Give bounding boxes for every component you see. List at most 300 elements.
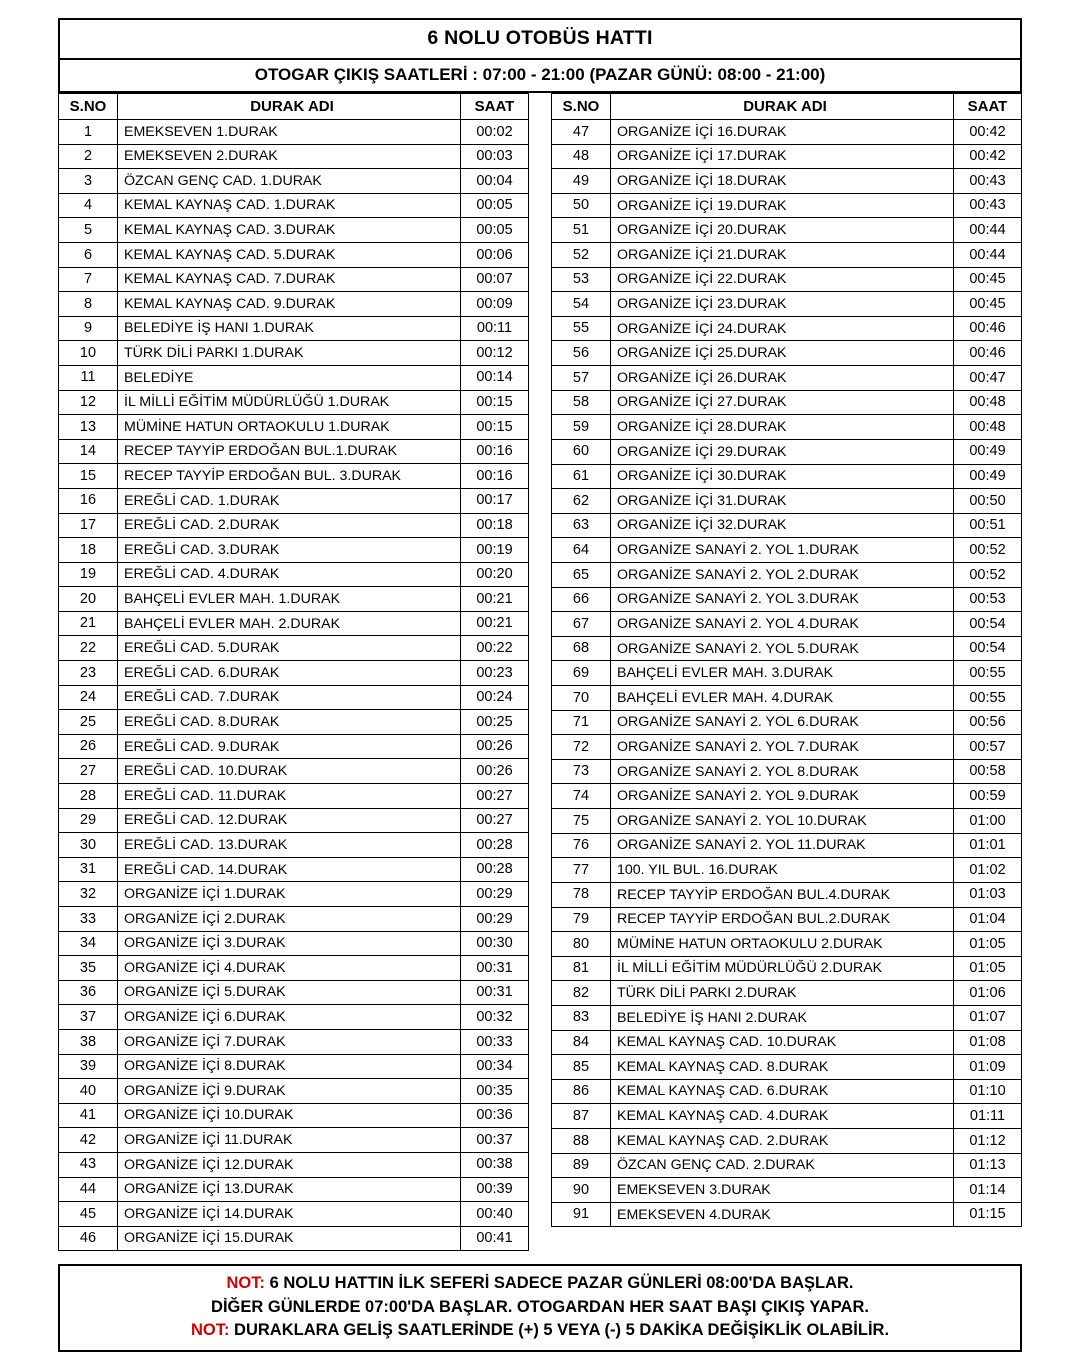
note-text: DİĞER GÜNLERDE 07:00'DA BAŞLAR. OTOGARDAN HER SAAT BAŞI ÇIKIŞ YAPAR.: [211, 1297, 869, 1316]
table-row: [59, 710, 529, 735]
cell-stop-name: ORGANİZE SANAYİ 2. YOL 7.DURAK: [611, 735, 954, 760]
cell-stop-name: ORGANİZE İÇİ 2.DURAK: [118, 907, 461, 932]
cell-stop-no: 12: [59, 390, 118, 415]
cell-stop-no: 3: [59, 169, 118, 194]
cell-stop-time: 00:18: [461, 513, 529, 538]
cell-stop-no: 29: [59, 808, 118, 833]
cell-stop-time: 00:29: [461, 907, 529, 932]
cell-stop-time: 01:07: [954, 1005, 1022, 1030]
cell-stop-name: ORGANİZE İÇİ 4.DURAK: [118, 956, 461, 981]
table-row: [552, 809, 1022, 834]
note-text: 6 NOLU HATTIN İLK SEFERİ SADECE PAZAR GÜNLERİ 08:00'DA BAŞLAR.: [265, 1274, 854, 1293]
cell-stop-no: 2: [59, 144, 118, 169]
note-text: DURAKLARA GELİŞ SAATLERİNDE (+) 5 VEYA (-) 5 DAKİKA DEĞİŞİKLİK OLABİLİR.: [229, 1321, 890, 1340]
cell-stop-name: ORGANİZE İÇİ 25.DURAK: [611, 341, 954, 366]
cell-stop-no: 38: [59, 1029, 118, 1054]
table-row: [59, 390, 529, 415]
table-row: [59, 611, 529, 636]
cell-stop-time: 00:07: [461, 267, 529, 292]
table-row: [552, 784, 1022, 809]
cell-stop-no: 54: [552, 292, 611, 317]
cell-stop-no: 7: [59, 267, 118, 292]
cell-stop-no: 89: [552, 1153, 611, 1178]
cell-stop-no: 13: [59, 415, 118, 440]
cell-stop-no: 76: [552, 833, 611, 858]
cell-stop-no: 72: [552, 735, 611, 760]
cell-stop-time: 01:08: [954, 1030, 1022, 1055]
table-row: [59, 218, 529, 243]
cell-stop-no: 45: [59, 1202, 118, 1227]
cell-stop-name: RECEP TAYYİP ERDOĞAN BUL.2.DURAK: [611, 907, 954, 932]
cell-stop-name: KEMAL KAYNAŞ CAD. 7.DURAK: [118, 267, 461, 292]
cell-stop-name: KEMAL KAYNAŞ CAD. 9.DURAK: [118, 292, 461, 317]
cell-stop-name: ORGANİZE SANAYİ 2. YOL 3.DURAK: [611, 587, 954, 612]
cell-stop-name: EREĞLİ CAD. 14.DURAK: [118, 857, 461, 882]
cell-stop-no: 17: [59, 513, 118, 538]
cell-stop-time: 01:15: [954, 1202, 1022, 1227]
cell-stop-no: 88: [552, 1128, 611, 1153]
table-row: [552, 710, 1022, 735]
table-row: [59, 882, 529, 907]
cell-stop-name: EREĞLİ CAD. 5.DURAK: [118, 636, 461, 661]
cell-stop-name: ORGANİZE SANAYİ 2. YOL 4.DURAK: [611, 612, 954, 637]
table-row: [59, 1079, 529, 1104]
cell-stop-time: 00:37: [461, 1128, 529, 1153]
cell-stop-no: 4: [59, 193, 118, 218]
table-row: [59, 316, 529, 341]
cell-stop-time: 00:28: [461, 833, 529, 858]
cell-stop-no: 19: [59, 562, 118, 587]
table-row: [552, 218, 1022, 243]
cell-stop-time: 01:12: [954, 1128, 1022, 1153]
cell-stop-time: 00:02: [461, 120, 529, 145]
cell-stop-no: 1: [59, 120, 118, 145]
subtitle-row: [59, 59, 1021, 92]
cell-stop-no: 32: [59, 882, 118, 907]
cell-stop-time: 00:21: [461, 587, 529, 612]
cell-stop-time: 00:56: [954, 710, 1022, 735]
cell-stop-name: BELEDİYE İŞ HANI 1.DURAK: [118, 316, 461, 341]
cell-stop-time: 00:48: [954, 415, 1022, 440]
cell-stop-no: 11: [59, 365, 118, 390]
cell-stop-no: 33: [59, 907, 118, 932]
cell-stop-name: ORGANİZE İÇİ 5.DURAK: [118, 980, 461, 1005]
cell-stop-no: 14: [59, 439, 118, 464]
table-row: [552, 833, 1022, 858]
table-row: [59, 1128, 529, 1153]
table-row: [59, 956, 529, 981]
table-row: [59, 685, 529, 710]
cell-stop-name: ORGANİZE İÇİ 26.DURAK: [611, 366, 954, 391]
cell-stop-no: 77: [552, 858, 611, 883]
cell-stop-no: 48: [552, 144, 611, 169]
cell-stop-time: 01:11: [954, 1104, 1022, 1129]
table-row: [59, 931, 529, 956]
cell-stop-time: 01:14: [954, 1178, 1022, 1203]
cell-stop-time: 00:17: [461, 488, 529, 513]
cell-stop-time: 00:26: [461, 759, 529, 784]
table-row: [59, 538, 529, 563]
cell-stop-no: 71: [552, 710, 611, 735]
table-row: [59, 169, 529, 194]
cell-stop-name: KEMAL KAYNAŞ CAD. 3.DURAK: [118, 218, 461, 243]
cell-stop-name: MÜMİNE HATUN ORTAOKULU 2.DURAK: [611, 932, 954, 957]
cell-stop-no: 57: [552, 366, 611, 391]
cell-stop-name: ORGANİZE İÇİ 12.DURAK: [118, 1152, 461, 1177]
cell-stop-time: 00:40: [461, 1202, 529, 1227]
cell-stop-time: 00:20: [461, 562, 529, 587]
cell-stop-name: ORGANİZE SANAYİ 2. YOL 2.DURAK: [611, 562, 954, 587]
cell-stop-name: İL MİLLİ EĞİTİM MÜDÜRLÜĞÜ 1.DURAK: [118, 390, 461, 415]
table-header-row: [552, 94, 1022, 120]
table-row: [59, 144, 529, 169]
cell-stop-time: 00:03: [461, 144, 529, 169]
cell-stop-name: ORGANİZE SANAYİ 2. YOL 11.DURAK: [611, 833, 954, 858]
cell-stop-name: EMEKSEVEN 4.DURAK: [611, 1202, 954, 1227]
cell-stop-no: 42: [59, 1128, 118, 1153]
cell-stop-name: İL MİLLİ EĞİTİM MÜDÜRLÜĞÜ 2.DURAK: [611, 956, 954, 981]
cell-stop-name: KEMAL KAYNAŞ CAD. 5.DURAK: [118, 242, 461, 267]
cell-stop-no: 51: [552, 218, 611, 243]
cell-stop-no: 5: [59, 218, 118, 243]
stops-tables-container: [58, 93, 1022, 1251]
cell-stop-no: 68: [552, 636, 611, 661]
note-line: [60, 1319, 1020, 1342]
cell-stop-no: 81: [552, 956, 611, 981]
stops-table-right: [551, 93, 1022, 1251]
stops-table-left-head: [59, 94, 529, 120]
cell-stop-name: KEMAL KAYNAŞ CAD. 8.DURAK: [611, 1055, 954, 1080]
table-row: [59, 734, 529, 759]
cell-stop-name: EREĞLİ CAD. 8.DURAK: [118, 710, 461, 735]
cell-stop-name: EREĞLİ CAD. 1.DURAK: [118, 488, 461, 513]
cell-stop-time: 00:39: [461, 1177, 529, 1202]
cell-stop-no: 36: [59, 980, 118, 1005]
cell-stop-time: 00:41: [461, 1226, 529, 1251]
cell-stop-name: EREĞLİ CAD. 13.DURAK: [118, 833, 461, 858]
cell-stop-time: 00:15: [461, 415, 529, 440]
cell-stop-time: 00:57: [954, 735, 1022, 760]
table-row: [552, 735, 1022, 760]
cell-stop-no: 43: [59, 1152, 118, 1177]
table-row: [59, 1103, 529, 1128]
table-row: [59, 980, 529, 1005]
cell-stop-time: 00:43: [954, 169, 1022, 194]
table-row: [552, 464, 1022, 489]
cell-stop-no: 35: [59, 956, 118, 981]
table-row: [552, 341, 1022, 366]
table-row: [59, 587, 529, 612]
table-row: [552, 907, 1022, 932]
cell-stop-time: 01:05: [954, 932, 1022, 957]
cell-stop-time: 00:32: [461, 1005, 529, 1030]
cell-stop-time: 00:58: [954, 759, 1022, 784]
cell-stop-no: 28: [59, 784, 118, 809]
cell-stop-name: ORGANİZE İÇİ 28.DURAK: [611, 415, 954, 440]
cell-stop-no: 78: [552, 882, 611, 907]
cell-stop-time: 01:13: [954, 1153, 1022, 1178]
cell-stop-time: 00:28: [461, 857, 529, 882]
table-row: [59, 636, 529, 661]
cell-stop-no: 69: [552, 661, 611, 686]
cell-stop-time: 00:46: [954, 341, 1022, 366]
column-header-name: DURAK ADI: [611, 94, 954, 120]
table-row: [59, 661, 529, 686]
cell-stop-no: 55: [552, 316, 611, 341]
cell-stop-name: ORGANİZE İÇİ 13.DURAK: [118, 1177, 461, 1202]
table-row: [552, 1178, 1022, 1203]
cell-stop-name: EREĞLİ CAD. 10.DURAK: [118, 759, 461, 784]
cell-stop-no: 67: [552, 612, 611, 637]
cell-stop-no: 50: [552, 193, 611, 218]
table-row: [59, 439, 529, 464]
header-table: [58, 18, 1022, 93]
cell-stop-name: ORGANİZE İÇİ 27.DURAK: [611, 390, 954, 415]
cell-stop-name: ORGANİZE İÇİ 14.DURAK: [118, 1202, 461, 1227]
cell-stop-time: 00:29: [461, 882, 529, 907]
cell-stop-time: 00:26: [461, 734, 529, 759]
table-row: [59, 1202, 529, 1227]
cell-stop-no: 39: [59, 1054, 118, 1079]
cell-stop-name: ORGANİZE İÇİ 20.DURAK: [611, 218, 954, 243]
table-row: [552, 144, 1022, 169]
cell-stop-time: 00:50: [954, 489, 1022, 514]
cell-stop-name: ORGANİZE İÇİ 30.DURAK: [611, 464, 954, 489]
table-row: [552, 120, 1022, 145]
table-row: [59, 120, 529, 145]
cell-stop-time: 00:51: [954, 513, 1022, 538]
note-prefix: NOT:: [190, 1321, 230, 1340]
cell-stop-name: EREĞLİ CAD. 7.DURAK: [118, 685, 461, 710]
table-row: [552, 1202, 1022, 1227]
cell-stop-time: 00:05: [461, 218, 529, 243]
column-header-name: DURAK ADI: [118, 94, 461, 120]
cell-stop-time: 00:54: [954, 636, 1022, 661]
cell-stop-name: ORGANİZE İÇİ 16.DURAK: [611, 120, 954, 145]
table-row: [552, 489, 1022, 514]
table-row: [552, 366, 1022, 391]
table-row: [552, 267, 1022, 292]
cell-stop-name: BELEDİYE İŞ HANI 2.DURAK: [611, 1005, 954, 1030]
cell-stop-no: 75: [552, 809, 611, 834]
table-row: [59, 341, 529, 366]
cell-stop-time: 01:09: [954, 1055, 1022, 1080]
table-row: [552, 513, 1022, 538]
cell-stop-no: 18: [59, 538, 118, 563]
cell-stop-name: EREĞLİ CAD. 4.DURAK: [118, 562, 461, 587]
empty-row-filler: [552, 1227, 1022, 1251]
departure-hours-subtitle: OTOGAR ÇIKIŞ SAATLERİ : 07:00 - 21:00 (PAZAR GÜNÜ: 08:00 - 21:00): [59, 59, 1021, 92]
cell-stop-name: EMEKSEVEN 2.DURAK: [118, 144, 461, 169]
table-row: [59, 1226, 529, 1251]
cell-stop-no: 41: [59, 1103, 118, 1128]
cell-stop-name: EREĞLİ CAD. 11.DURAK: [118, 784, 461, 809]
table-row: [552, 169, 1022, 194]
cell-stop-name: ORGANİZE SANAYİ 2. YOL 6.DURAK: [611, 710, 954, 735]
cell-stop-name: ORGANİZE İÇİ 31.DURAK: [611, 489, 954, 514]
table-row: [59, 513, 529, 538]
cell-stop-time: 00:09: [461, 292, 529, 317]
cell-stop-name: ORGANİZE İÇİ 18.DURAK: [611, 169, 954, 194]
cell-stop-name: EREĞLİ CAD. 9.DURAK: [118, 734, 461, 759]
cell-stop-time: 00:36: [461, 1103, 529, 1128]
cell-stop-no: 87: [552, 1104, 611, 1129]
cell-stop-name: ÖZCAN GENÇ CAD. 2.DURAK: [611, 1153, 954, 1178]
cell-stop-time: 00:42: [954, 120, 1022, 145]
cell-stop-no: 23: [59, 661, 118, 686]
cell-stop-no: 74: [552, 784, 611, 809]
cell-stop-name: TÜRK DİLİ PARKI 1.DURAK: [118, 341, 461, 366]
cell-stop-name: ORGANİZE İÇİ 3.DURAK: [118, 931, 461, 956]
cell-stop-time: 01:01: [954, 833, 1022, 858]
cell-stop-no: 56: [552, 341, 611, 366]
cell-stop-no: 21: [59, 611, 118, 636]
cell-stop-no: 70: [552, 686, 611, 711]
table-row: [552, 390, 1022, 415]
cell-stop-name: BELEDİYE: [118, 365, 461, 390]
cell-stop-name: ORGANİZE İÇİ 23.DURAK: [611, 292, 954, 317]
cell-stop-time: 00:22: [461, 636, 529, 661]
cell-stop-time: 01:00: [954, 809, 1022, 834]
cell-stop-time: 00:11: [461, 316, 529, 341]
cell-stop-name: EMEKSEVEN 3.DURAK: [611, 1178, 954, 1203]
cell-stop-time: 00:34: [461, 1054, 529, 1079]
table-row: [552, 882, 1022, 907]
column-header-time: SAAT: [954, 94, 1022, 120]
cell-stop-no: 27: [59, 759, 118, 784]
cell-stop-time: 00:42: [954, 144, 1022, 169]
table-row: [59, 759, 529, 784]
table-row: [552, 316, 1022, 341]
note-prefix: NOT:: [226, 1274, 265, 1293]
cell-stop-time: 00:48: [954, 390, 1022, 415]
cell-stop-time: 01:10: [954, 1079, 1022, 1104]
column-header-no: S.NO: [552, 94, 611, 120]
cell-stop-no: 58: [552, 390, 611, 415]
cell-stop-time: 01:06: [954, 981, 1022, 1006]
table-row: [59, 808, 529, 833]
cell-stop-time: 00:14: [461, 365, 529, 390]
cell-stop-no: 80: [552, 932, 611, 957]
stops-table-right-head: [552, 94, 1022, 120]
table-row: [59, 1177, 529, 1202]
cell-stop-time: 01:05: [954, 956, 1022, 981]
cell-stop-name: RECEP TAYYİP ERDOĞAN BUL.4.DURAK: [611, 882, 954, 907]
cell-stop-time: 00:52: [954, 562, 1022, 587]
table-row: [552, 587, 1022, 612]
table-row: [552, 193, 1022, 218]
cell-stop-name: EREĞLİ CAD. 12.DURAK: [118, 808, 461, 833]
table-row: [59, 1054, 529, 1079]
cell-stop-name: ÖZCAN GENÇ CAD. 1.DURAK: [118, 169, 461, 194]
cell-stop-no: 79: [552, 907, 611, 932]
cell-stop-time: 00:55: [954, 686, 1022, 711]
table-row: [59, 857, 529, 882]
cell-stop-name: EREĞLİ CAD. 2.DURAK: [118, 513, 461, 538]
cell-stop-time: 00:24: [461, 685, 529, 710]
cell-stop-no: 40: [59, 1079, 118, 1104]
cell-stop-time: 00:55: [954, 661, 1022, 686]
cell-stop-time: 00:43: [954, 193, 1022, 218]
stops-table-right-body: [552, 120, 1022, 1252]
cell-stop-time: 00:59: [954, 784, 1022, 809]
table-row: [59, 1152, 529, 1177]
cell-stop-no: 85: [552, 1055, 611, 1080]
table-row: [552, 1104, 1022, 1129]
cell-stop-name: ORGANİZE İÇİ 32.DURAK: [611, 513, 954, 538]
table-header-row: [59, 94, 529, 120]
table-row: [552, 612, 1022, 637]
cell-stop-time: 00:49: [954, 439, 1022, 464]
page-title: 6 NOLU OTOBÜS HATTI: [59, 19, 1021, 59]
cell-stop-name: ORGANİZE İÇİ 9.DURAK: [118, 1079, 461, 1104]
table-row: [59, 1005, 529, 1030]
table-row: [59, 833, 529, 858]
table-row: [552, 686, 1022, 711]
cell-stop-time: 00:15: [461, 390, 529, 415]
cell-stop-name: KEMAL KAYNAŞ CAD. 6.DURAK: [611, 1079, 954, 1104]
cell-stop-time: 00:31: [461, 956, 529, 981]
cell-stop-name: ORGANİZE SANAYİ 2. YOL 8.DURAK: [611, 759, 954, 784]
cell-stop-name: ORGANİZE SANAYİ 2. YOL 5.DURAK: [611, 636, 954, 661]
cell-stop-no: 26: [59, 734, 118, 759]
cell-stop-name: ORGANİZE İÇİ 21.DURAK: [611, 243, 954, 268]
cell-stop-no: 62: [552, 489, 611, 514]
note-line: [60, 1272, 1020, 1295]
table-row: [552, 562, 1022, 587]
cell-stop-name: EMEKSEVEN 1.DURAK: [118, 120, 461, 145]
table-row: [552, 439, 1022, 464]
cell-stop-time: 00:04: [461, 169, 529, 194]
table-row: [552, 243, 1022, 268]
table-row: [552, 956, 1022, 981]
cell-stop-no: 61: [552, 464, 611, 489]
table-row: [59, 907, 529, 932]
cell-stop-name: KEMAL KAYNAŞ CAD. 10.DURAK: [611, 1030, 954, 1055]
cell-stop-no: 9: [59, 316, 118, 341]
cell-stop-time: 00:44: [954, 243, 1022, 268]
cell-stop-no: 63: [552, 513, 611, 538]
cell-stop-time: 01:04: [954, 907, 1022, 932]
cell-stop-time: 00:31: [461, 980, 529, 1005]
cell-stop-time: 00:45: [954, 267, 1022, 292]
table-row: [552, 932, 1022, 957]
cell-stop-name: KEMAL KAYNAŞ CAD. 2.DURAK: [611, 1128, 954, 1153]
cell-stop-no: 59: [552, 415, 611, 440]
table-row: [552, 1005, 1022, 1030]
cell-stop-time: 00:47: [954, 366, 1022, 391]
table-row: [552, 1128, 1022, 1153]
table-row: [552, 292, 1022, 317]
table-row: [59, 242, 529, 267]
cell-stop-name: MÜMİNE HATUN ORTAOKULU 1.DURAK: [118, 415, 461, 440]
cell-stop-no: 91: [552, 1202, 611, 1227]
cell-stop-name: ORGANİZE İÇİ 19.DURAK: [611, 193, 954, 218]
cell-stop-time: 00:38: [461, 1152, 529, 1177]
cell-stop-name: ORGANİZE SANAYİ 2. YOL 1.DURAK: [611, 538, 954, 563]
cell-stop-time: 00:12: [461, 341, 529, 366]
cell-stop-no: 66: [552, 587, 611, 612]
cell-stop-no: 46: [59, 1226, 118, 1251]
cell-stop-no: 53: [552, 267, 611, 292]
cell-stop-name: KEMAL KAYNAŞ CAD. 4.DURAK: [611, 1104, 954, 1129]
cell-stop-no: 34: [59, 931, 118, 956]
cell-stop-no: 37: [59, 1005, 118, 1030]
cell-stop-no: 83: [552, 1005, 611, 1030]
table-row: [59, 415, 529, 440]
table-row: [552, 415, 1022, 440]
cell-stop-name: ORGANİZE İÇİ 8.DURAK: [118, 1054, 461, 1079]
